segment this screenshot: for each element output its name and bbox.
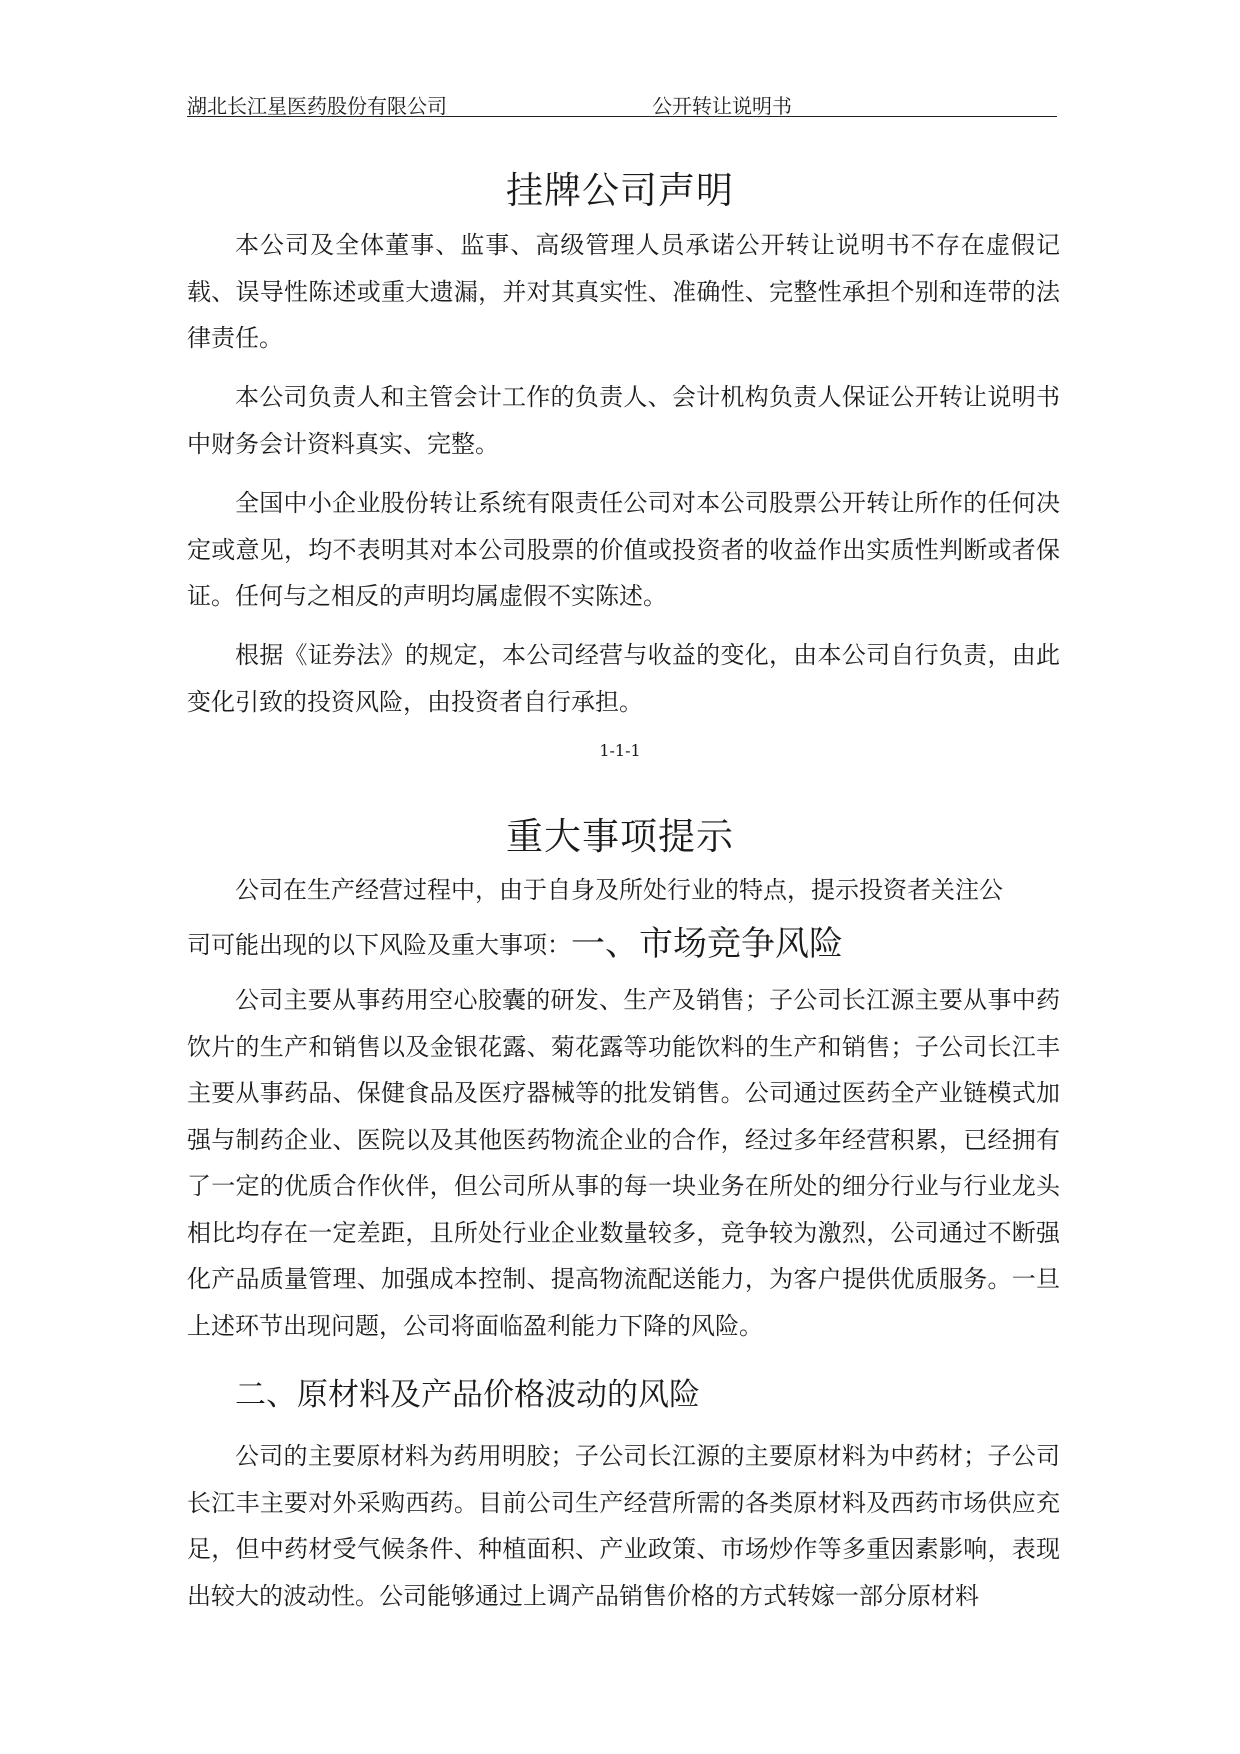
risk-2-heading: 二、原材料及产品价格波动的风险	[235, 1377, 700, 1413]
intro-line-1: 公司在生产经营过程中，由于自身及所处行业的特点，提示投资者关注公	[235, 876, 1003, 904]
page-header	[187, 90, 1057, 117]
intro-line-2	[187, 924, 843, 965]
page-number: 1-1-1	[599, 741, 641, 760]
section-title-listing-statement: 挂牌公司声明	[506, 169, 734, 212]
risk-1-paragraph: 公司主要从事药用空心胶囊的研发、生产及销售；子公司长江源主要从事中药饮片的生产和销售以及金银花露、菊花露等功能饮料的生产和销售；子公司长江丰主要从事药品、保健食品及医疗器械等的批发销售。公司通过医药全产业链模式加强与制药企业、医院以及其他医药物流企业的合作，经过多年经营积累，已经拥有了一定的优质合作伙伴，但公司所从事的每一块业务在所处的细分行业与行业龙头相比均存在一定差距，且所处行业企业数量较多，竞争较为激烈，公司通过不断强化产品质量管理、加强成本控制、提高物流配送能力，为客户提供优质服务。一旦上述环节出现问题，公司将面临盈利能力下降的风险。	[187, 986, 1060, 1340]
statement-paragraph-1: 本公司及全体董事、监事、高级管理人员承诺公开转让说明书不存在虚假记载、误导性陈述或重大遗漏，并对其真实性、准确性、完整性承担个别和连带的法律责任。	[187, 231, 1060, 352]
statement-paragraph-4: 根据《证券法》的规定，本公司经营与收益的变化，由本公司自行负责，由此变化引致的投资风险，由投资者自行承担。	[187, 641, 1060, 716]
intro-line-2-text: 司可能出现的以下风险及重大事项：	[187, 931, 571, 959]
risk-1-heading: 一、市场竞争风险	[571, 924, 843, 964]
statement-paragraph-3: 全国中小企业股份转让系统有限责任公司对本公司股票公开转让所作的任何决定或意见，均不表明其对本公司股票的价值或投资者的收益作出实质性判断或者保证。任何与之相反的声明均属虚假不实陈述。	[187, 489, 1060, 610]
header-company-name: 湖北长江星医药股份有限公司	[187, 94, 447, 118]
statement-paragraph-2: 本公司负责人和主管会计工作的负责人、会计机构负责人保证公开转让说明书中财务会计资料真实、完整。	[187, 383, 1060, 458]
section-title-major-matters: 重大事项提示	[506, 815, 734, 858]
risk-2-paragraph: 公司的主要原材料为药用明胶；子公司长江源的主要原材料为中药材；子公司长江丰主要对外采购西药。目前公司生产经营所需的各类原材料及西药市场供应充足，但中药材受气候条件、种植面积、产业政策、市场炒作等多重因素影响，表现出较大的波动性。公司能够通过上调产品销售价格的方式转嫁一部分原材料	[187, 1442, 1060, 1610]
header-document-type: 公开转让说明书	[652, 94, 792, 118]
